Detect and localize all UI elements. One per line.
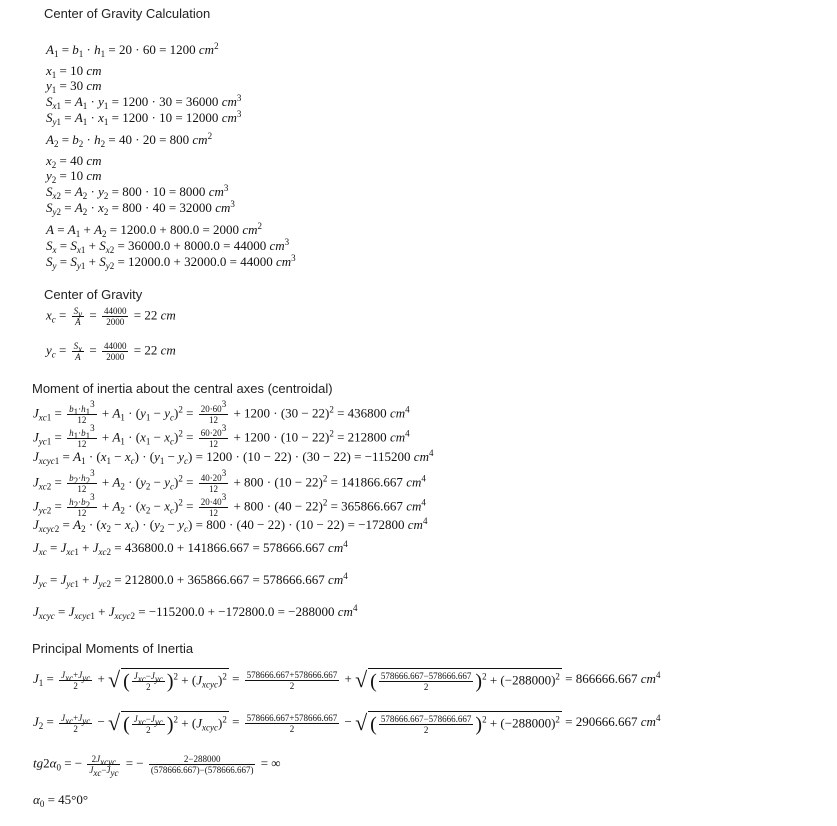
val-Sy2: 800 · 40 = 32000 xyxy=(122,200,212,215)
J2-res: = 290666.667 xyxy=(565,713,638,729)
Jyc2-rest: + 800 · (40 − 22) xyxy=(233,498,323,514)
Jyc2-res: = 365866.667 xyxy=(330,498,403,514)
eq-Jyc1: $J_{yc1}$ = $\frac{h_1\cdot b_1^3}{12}$ + $A_1 \cdot (x_1 - x_c)^2$ = $\frac{60\cdot 20^3}{12}$ + $1200 \cdot (10 - 22)^2 = 212800$ $cm^4$ xyxy=(33,423,410,449)
eq-Jxc2: $J_{xc2}$ = $\frac{b_2\cdot h_2^3}{12}$ + $A_2 \cdot (y_2 - y_c)^2$ = $\frac{40\cdot 20^3}{12}$ + $800 \cdot (10 - 22)^2 = 141866.667$ $cm^4$ xyxy=(33,468,426,494)
eq-Sx1: $S_{x1} = A_1 \cdot y_1 = 1200 \cdot 30 = 36000$ $cm^3$ xyxy=(46,93,242,111)
val-Sx2: 800 · 10 = 8000 xyxy=(122,184,206,199)
eq-x1: $x_1 = 10$ cm xyxy=(46,63,102,80)
val-Jxcyc2: = 800 · (40 − 22) · (10 − 22) = −172800 xyxy=(195,517,405,532)
frac-b2h2: $\frac{b_2\cdot h_2^3}{12}$ xyxy=(69,468,95,494)
J1-tail: + (−288000) xyxy=(489,672,556,688)
frac-Jxc1-num: $\frac{20\cdot 60^3}{12}$ xyxy=(200,399,227,425)
eq-A1: $A_1 = b_1 \cdot h_1 = 20 \cdot 60 = 1200$ $cm^2$ xyxy=(46,41,219,59)
frac-J1-values: $\frac{578666.667+578666.667}{2}$ xyxy=(246,669,338,691)
eq-A: $A = A_1 + A_2 = 1200.0 + 800.0 = 2000$ $cm^2$ xyxy=(46,221,262,239)
val-Sx1: 1200 · 30 = 36000 xyxy=(122,94,219,109)
val-Sy1: 1200 · 10 = 12000 xyxy=(122,110,219,125)
Jyc2-frac-num: 20·40 xyxy=(200,497,222,507)
frac-b1h1: $\frac{b_1\cdot h_1^3}{12}$ xyxy=(69,399,95,425)
eq-Jxcyc1: $J_{xcyc1} = A_1 \cdot (x_1 - x_c) \cdot (y_1 - y_c) = 1200 \cdot (10 - 22) \cdot (30 - 22) = -115200$ $cm^4$ xyxy=(33,448,434,466)
tg-res: = ∞ xyxy=(260,755,281,771)
J1-res: = 866666.667 xyxy=(565,670,638,686)
sqrt-icon: √ xyxy=(355,710,368,735)
eq-xc: $x_c$ = $\frac{S_y}{A}$ = $\frac{44000}{2000}$ = 22 cm xyxy=(46,306,176,327)
cog-heading: Center of Gravity xyxy=(44,287,143,302)
eq-Jxc: $J_{xc} = J_{xc1} + J_{xc2} = 436800.0 + 141866.667 = 578666.667$ $cm^4$ xyxy=(33,539,348,557)
eq-Jxcyc2: $J_{xcyc2} = A_2 \cdot (x_2 - x_c) \cdot (y_2 - y_c) = 800 \cdot (40 - 22) \cdot (10 - 22) = -172800$ $cm^4$ xyxy=(33,516,428,534)
val-Jyc: 212800.0 + 365866.667 = 578666.667 xyxy=(124,572,325,587)
eq-Sy: $S_y = S_{y1} + S_{y2} = 12000.0 + 32000.0 = 44000$ $cm^3$ xyxy=(46,253,296,271)
eq-Sx: $S_x = S_{x1} + S_{x2} = 36000.0 + 8000.0 = 44000$ $cm^3$ xyxy=(46,237,290,255)
eq-Sx2: $S_{x2} = A_2 \cdot y_2 = 800 \cdot 10 = 8000$ $cm^3$ xyxy=(46,183,229,201)
eq-Jyc2: $J_{yc2}$ = $\frac{h_2\cdot b_2^3}{12}$ + $A_2 \cdot (x_2 - x_c)^2$ = $\frac{20\cdot 40^3}{12}$ + $800 \cdot (40 - 22)^2 = 365866.667$ $cm^4$ xyxy=(33,492,426,518)
frac-yc-values xyxy=(102,341,129,362)
frac-J2-mean: $\frac{J_{xc}+J_{yc}}{2}$ xyxy=(61,712,91,734)
val-x2: 40 xyxy=(70,153,84,168)
frac-tg-values xyxy=(149,754,256,775)
Jxc2-rest: + 800 · (10 − 22) xyxy=(233,474,323,490)
sqrt-J2-values: ( $\frac{578666.667-578666.667}{2}$ )$^2 + (-288000)^2$ xyxy=(368,711,562,735)
frac-Jyc2-num: $\frac{20\cdot 40^3}{12}$ xyxy=(200,492,227,518)
yc-den: 2000 xyxy=(106,352,125,362)
frac-Sx-A: $\frac{S_x}{A}$ xyxy=(73,341,83,362)
xc-den: 2000 xyxy=(106,317,125,327)
eq-Jxc1: $J_{xc1}$ = $\frac{b_1\cdot h_1^3}{12}$ + $A_1 \cdot (y_1 - y_c)^2$ = $\frac{20\cdot 60^3}{12}$ + $1200 \cdot (30 - 22)^2 = 436800$ $cm^4$ xyxy=(33,399,410,425)
sqrt-J2-symbolic: ( $\frac{J_{xc}-J_{yc}}{2}$ )$^2 + (J_{xcyc})^2$ xyxy=(121,711,229,735)
val-Jxcyc1: = 1200 · (10 − 22) · (30 − 22) = −115200 xyxy=(195,449,411,464)
val-A2: 40 · 20 = 800 xyxy=(118,132,190,147)
sqrt-icon: √ xyxy=(355,667,368,692)
frac-Jxc2-num: $\frac{40\cdot 20^3}{12}$ xyxy=(200,468,227,494)
val-y2: 10 xyxy=(70,168,84,183)
sqrt-icon: √ xyxy=(108,710,121,735)
J1-sqrt-frac: 578666.667−578666.667 xyxy=(380,671,472,681)
xc-num: 44000 xyxy=(103,306,127,316)
principal-heading: Principal Moments of Inertia xyxy=(32,641,194,656)
tg-den: (578666.667)−(578666.667) xyxy=(150,765,254,775)
yc-num: 44000 xyxy=(103,341,127,351)
J2-tail: + (−288000) xyxy=(489,715,556,731)
eq-Jyc: $J_{yc} = J_{yc1} + J_{yc2} = 212800.0 + 365866.667 = 578666.667$ $cm^4$ xyxy=(33,571,348,589)
eq-y2: $y_2 = 10$ cm xyxy=(46,168,102,185)
frac-xc-values xyxy=(102,306,129,327)
eq-A2: $A_2 = b_2 \cdot h_2 = 40 \cdot 20 = 800$ $cm^2$ xyxy=(46,131,213,149)
sqrt-J1-values: ( $\frac{578666.667-578666.667}{2}$ )$^2 + (-288000)^2$ xyxy=(368,668,562,692)
eq-Sy2: $S_{y2} = A_2 \cdot x_2 = 800 \cdot 40 = 32000$ $cm^3$ xyxy=(46,199,235,217)
eq-y1: $y_1 = 30$ cm xyxy=(46,78,102,95)
frac-J1-mean: $\frac{J_{xc}+J_{yc}}{2}$ xyxy=(61,669,91,691)
sqrt-J1-symbolic: ( $\frac{J_{xc}-J_{yc}}{2}$ )$^2 + (J_{xcyc})^2$ xyxy=(121,668,229,692)
frac-h2b2: $\frac{h_2\cdot b_2^3}{12}$ xyxy=(69,492,95,518)
J2-sqrt-frac: 578666.667−578666.667 xyxy=(380,714,472,724)
val-alpha: 45°0° xyxy=(58,792,89,807)
J2-frac: 578666.667+578666.667 xyxy=(246,712,338,723)
sqrt-icon: √ xyxy=(108,667,121,692)
Jxc1-rest: + 1200 · (30 − 22) xyxy=(233,405,330,421)
frac-Sy-A: $\frac{S_y}{A}$ xyxy=(73,306,83,327)
val-y1: 30 xyxy=(70,78,84,93)
Jxc1-res: = 436800 xyxy=(337,405,387,421)
Jxc2-frac-num: 40·20 xyxy=(200,473,222,483)
eq-Jxcyc: $J_{xcyc} = J_{xcyc1} + J_{xcyc2} = -115200.0 + -172800.0 = -288000$ $cm^4$ xyxy=(33,603,358,621)
tg-num: 2−288000 xyxy=(149,754,256,765)
Jyc1-rest: + 1200 · (10 − 22) xyxy=(233,429,330,445)
title-heading: Center of Gravity Calculation xyxy=(44,6,211,21)
val-yc: 22 xyxy=(144,342,158,358)
eq-yc: $y_c$ = $\frac{S_x}{A}$ = $\frac{44000}{2000}$ = 22 cm xyxy=(46,341,176,362)
Jxc1-frac-num: 20·60 xyxy=(200,404,222,414)
eq-J2: $J_2$ = $\frac{J_{xc}+J_{yc}}{2}$ − √ ( $\frac{J_{xc}-J_{yc}}{2}$ )$^2 + (J_{xcyc})^2$ = $\frac{578666.667+578666.667}{2}$ − √ ( $\frac{578666.667-578666.667}{2}$ )$^2 + (-288000)^2 = 290666.667$ $cm^4$ xyxy=(33,710,661,736)
frac-h1b1: $\frac{h_1\cdot b_1^3}{12}$ xyxy=(69,423,95,449)
eq-J1: $J_1$ = $\frac{J_{xc}+J_{yc}}{2}$ + √ ( $\frac{J_{xc}-J_{yc}}{2}$ )$^2 + (J_{xcyc})^2$ = $\frac{578666.667+578666.667}{2}$ + √ ( $\frac{578666.667-578666.667}{2}$ )$^2 + (-288000)^2 = 866666.667$ $cm^4$ xyxy=(33,667,661,693)
eq-x2: $x_2 = 40$ cm xyxy=(46,153,102,170)
val-Sy: 12000.0 + 32000.0 = 44000 xyxy=(128,254,273,269)
val-Sx: 36000.0 + 8000.0 = 44000 xyxy=(128,238,267,253)
val-x1: 10 xyxy=(70,63,84,78)
val-A: 1200.0 + 800.0 = 2000 xyxy=(120,222,240,237)
eq-alpha: $\alpha_0 = 45^\circ 0^\circ$ xyxy=(33,792,89,809)
Jyc1-frac-num: 60·20 xyxy=(200,428,222,438)
J1-frac: 578666.667+578666.667 xyxy=(246,669,338,680)
Jxc2-res: = 141866.667 xyxy=(330,474,403,490)
val-xc: 22 xyxy=(144,307,158,323)
frac-Jyc1-num: $\frac{60\cdot 20^3}{12}$ xyxy=(200,423,227,449)
frac-tg-symbolic: $\frac{2J_{xcyc}}{J_{xc}-J_{yc}}$ xyxy=(89,754,119,778)
moi-heading: Moment of inertia about the central axes (centroidal) xyxy=(32,381,333,396)
Jyc1-res: = 212800 xyxy=(337,429,387,445)
frac-J2-values: $\frac{578666.667+578666.667}{2}$ xyxy=(246,712,338,734)
val-Jxcyc: −115200.0 + −172800.0 = −288000 xyxy=(148,604,335,619)
val-Jxc: 436800.0 + 141866.667 = 578666.667 xyxy=(124,540,325,555)
eq-tg: $tg2\alpha_0$ = − $\frac{2J_{xcyc}}{J_{xc}-J_{yc}}$ = − $\frac{2-288000}{(578666.667)-(578666.667)}$ = ∞ xyxy=(33,754,281,778)
eq-Sy1: $S_{y1} = A_1 \cdot x_1 = 1200 \cdot 10 = 12000$ $cm^3$ xyxy=(46,109,242,127)
val-A1: 20 · 60 = 1200 xyxy=(118,42,196,57)
